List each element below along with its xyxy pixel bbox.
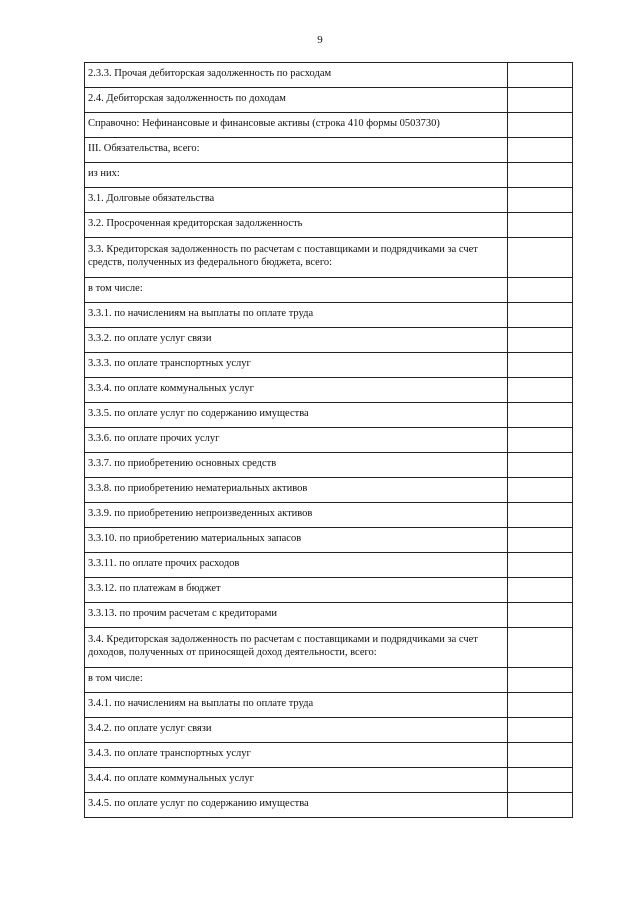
row-label: 3.3.5. по оплате услуг по содержанию имущества: [85, 403, 508, 428]
row-label: из них:: [85, 163, 508, 188]
table-row: [85, 63, 573, 88]
row-label: 3.3.13. по прочим расчетам с кредиторами: [85, 603, 508, 628]
row-value: [508, 453, 573, 478]
table-row: [85, 113, 573, 138]
row-label: 3.3.10. по приобретению материальных запасов: [85, 528, 508, 553]
row-value: [508, 668, 573, 693]
row-label: 3.4.2. по оплате услуг связи: [85, 718, 508, 743]
row-value: [508, 743, 573, 768]
row-label: 3.4. Кредиторская задолженность по расчетам с поставщиками и подрядчиками за счет доходов, полученных от приносящей доход деятельности, всего:: [85, 628, 508, 668]
table-row: [85, 528, 573, 553]
row-label: 3.2. Просроченная кредиторская задолженность: [85, 213, 508, 238]
row-value: [508, 503, 573, 528]
table-row: [85, 278, 573, 303]
table-row: [85, 188, 573, 213]
row-label: в том числе:: [85, 668, 508, 693]
table-row: [85, 478, 573, 503]
row-value: [508, 278, 573, 303]
table-row: [85, 603, 573, 628]
table-row: [85, 553, 573, 578]
row-value: [508, 478, 573, 503]
row-label: 3.3.8. по приобретению нематериальных активов: [85, 478, 508, 503]
table-row: [85, 213, 573, 238]
row-label: 3.3.4. по оплате коммунальных услуг: [85, 378, 508, 403]
table-row: [85, 693, 573, 718]
row-label: 3.3.9. по приобретению непроизведенных активов: [85, 503, 508, 528]
table-row: [85, 328, 573, 353]
row-label: 3.3.12. по платежам в бюджет: [85, 578, 508, 603]
row-value: [508, 403, 573, 428]
row-label: 3.3.2. по оплате услуг связи: [85, 328, 508, 353]
row-label: 3.3.11. по оплате прочих расходов: [85, 553, 508, 578]
table-row: [85, 718, 573, 743]
row-value: [508, 693, 573, 718]
row-value: [508, 718, 573, 743]
row-value: [508, 528, 573, 553]
row-value: [508, 378, 573, 403]
table-row: [85, 238, 573, 278]
table-row: [85, 163, 573, 188]
table-row: [85, 793, 573, 818]
row-value: [508, 768, 573, 793]
page-number: 9: [317, 34, 323, 46]
row-label: в том числе:: [85, 278, 508, 303]
row-label: 3.4.3. по оплате транспортных услуг: [85, 743, 508, 768]
row-value: [508, 138, 573, 163]
table-row: [85, 453, 573, 478]
table-row: [85, 503, 573, 528]
row-value: [508, 238, 573, 278]
row-value: [508, 63, 573, 88]
table-row: [85, 578, 573, 603]
row-label: 2.3.3. Прочая дебиторская задолженность по расходам: [85, 63, 508, 88]
row-label: 3.4.5. по оплате услуг по содержанию имущества: [85, 793, 508, 818]
table-row: [85, 668, 573, 693]
row-value: [508, 328, 573, 353]
row-label: 3.3.7. по приобретению основных средств: [85, 453, 508, 478]
row-label: 3.4.4. по оплате коммунальных услуг: [85, 768, 508, 793]
row-label: III. Обязательства, всего:: [85, 138, 508, 163]
row-value: [508, 603, 573, 628]
row-value: [508, 793, 573, 818]
table-row: [85, 303, 573, 328]
table-row: [85, 403, 573, 428]
row-label: 2.4. Дебиторская задолженность по доходам: [85, 88, 508, 113]
table-row: [85, 378, 573, 403]
row-label: 3.4.1. по начислениям на выплаты по оплате труда: [85, 693, 508, 718]
table-row: [85, 353, 573, 378]
table-row: [85, 768, 573, 793]
row-label: 3.3. Кредиторская задолженность по расчетам с поставщиками и подрядчиками за счет средств, полученных из федерального бюджета, всего:: [85, 238, 508, 278]
row-label: 3.1. Долговые обязательства: [85, 188, 508, 213]
row-value: [508, 553, 573, 578]
row-value: [508, 428, 573, 453]
row-label: 3.3.1. по начислениям на выплаты по оплате труда: [85, 303, 508, 328]
row-value: [508, 303, 573, 328]
table-row: [85, 428, 573, 453]
row-value: [508, 628, 573, 668]
table-row: [85, 743, 573, 768]
table-row: [85, 138, 573, 163]
row-label: 3.3.3. по оплате транспортных услуг: [85, 353, 508, 378]
row-value: [508, 113, 573, 138]
liabilities-table: [84, 62, 573, 818]
row-label: 3.3.6. по оплате прочих услуг: [85, 428, 508, 453]
row-label: Справочно: Нефинансовые и финансовые активы (строка 410 формы 0503730): [85, 113, 508, 138]
row-value: [508, 578, 573, 603]
row-value: [508, 213, 573, 238]
row-value: [508, 88, 573, 113]
row-value: [508, 163, 573, 188]
row-value: [508, 353, 573, 378]
table-row: [85, 88, 573, 113]
row-value: [508, 188, 573, 213]
table-row: [85, 628, 573, 668]
